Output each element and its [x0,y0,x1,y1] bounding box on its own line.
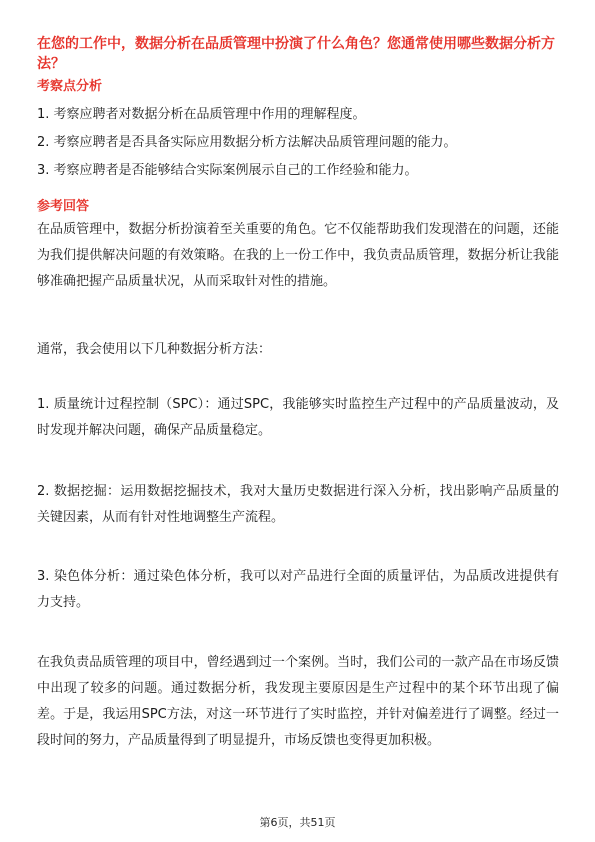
answer-heading: 参考回答 [37,199,90,214]
question-title: 在您的工作中，数据分析在品质管理中扮演了什么角色？您通常使用哪些数据分析方法？ [37,36,555,72]
answer-paragraph: 通常，我会使用以下几种数据分析方法： [37,342,272,357]
page-footer: 第6页，共51页 [259,816,336,829]
analysis-heading: 考察点分析 [37,79,103,94]
analysis-point: 3. 考察应聘者是否能够结合实际案例展示自己的工作经验和能力。 [37,163,418,178]
answer-paragraph: 1. 质量统计过程控制（SPC）：通过SPC，我能够实时监控生产过程中的产品质量波动，及时发现并解决问题，确保产品质量稳定。 [37,397,559,438]
answer-paragraph: 2. 数据挖掘：运用数据挖掘技术，我对大量历史数据进行深入分析，找出影响产品质量的关键因素，从而有针对性地调整生产流程。 [37,484,559,525]
analysis-point: 1. 考察应聘者对数据分析在品质管理中作用的理解程度。 [37,107,366,122]
answer-paragraph: 在品质管理中，数据分析扮演着至关重要的角色。它不仅能帮助我们发现潜在的问题，还能为我们提供解决问题的有效策略。在我的上一份工作中，我负责品质管理，数据分析让我能够准确把握产品质量状况，从而采取针对性的措施。 [37,222,559,289]
answer-paragraph: 在我负责品质管理的项目中，曾经遇到过一个案例。当时，我们公司的一款产品在市场反馈中出现了较多的问题。通过数据分析，我发现主要原因是生产过程中的某个环节出现了偏差。于是，我运用SPC方法，对这一环节进行了实时监控，并针对偏差进行了调整。经过一段时间的努力，产品质量得到了明显提升，市场反馈也变得更加积极。 [37,655,559,748]
answer-paragraph: 3. 染色体分析：通过染色体分析，我可以对产品进行全面的质量评估，为品质改进提供有力支持。 [37,569,559,610]
analysis-point: 2. 考察应聘者是否具备实际应用数据分析方法解决品质管理问题的能力。 [37,135,457,150]
